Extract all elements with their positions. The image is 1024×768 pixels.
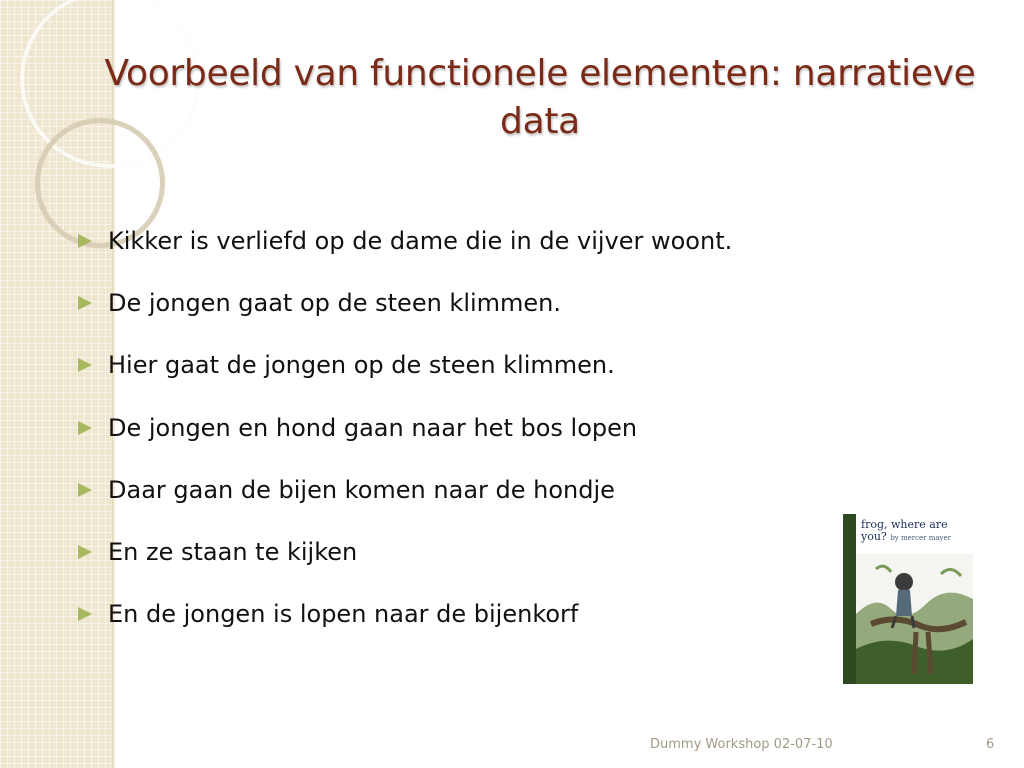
book-cover-image xyxy=(843,514,973,684)
bullet-text: En ze staan te kijken xyxy=(108,538,358,567)
triangle-bullet-icon xyxy=(78,607,92,621)
book-cover-title xyxy=(861,519,969,544)
triangle-bullet-icon xyxy=(78,545,92,559)
book-spine xyxy=(843,514,856,684)
bullet-item xyxy=(76,334,732,396)
triangle-bullet-icon xyxy=(78,358,92,372)
book-cover-illustration xyxy=(856,554,973,684)
slide-title: Voorbeeld van functionele elementen: narratieve data xyxy=(104,53,976,142)
footer-text: Dummy Workshop 02-07-10 xyxy=(650,737,833,752)
bullet-item xyxy=(76,521,732,583)
bullet-item xyxy=(76,210,732,272)
triangle-bullet-icon xyxy=(78,483,92,497)
book-author-text: by mercer mayer xyxy=(890,534,952,542)
bullet-item xyxy=(76,272,732,334)
book-title-text: frog, where are you? xyxy=(861,518,948,543)
bullet-text: Daar gaan de bijen komen naar de hondje xyxy=(108,475,615,504)
bullet-text: En de jongen is lopen naar de bijenkorf xyxy=(108,600,579,629)
triangle-bullet-icon xyxy=(78,421,92,435)
bullet-item xyxy=(76,583,732,645)
bullet-text: Kikker is verliefd op de dame die in de vijver woont. xyxy=(108,227,733,256)
bullet-item xyxy=(76,459,732,521)
bullet-item xyxy=(76,397,732,459)
bullet-text: Hier gaat de jongen op de steen klimmen. xyxy=(108,351,615,380)
bullet-text: De jongen en hond gaan naar het bos lopen xyxy=(108,413,638,442)
page-number: 6 xyxy=(986,737,995,752)
bullet-text: De jongen gaat op de steen klimmen. xyxy=(108,289,562,318)
bullet-list xyxy=(76,210,732,645)
triangle-bullet-icon xyxy=(78,296,92,310)
triangle-bullet-icon xyxy=(78,234,92,248)
